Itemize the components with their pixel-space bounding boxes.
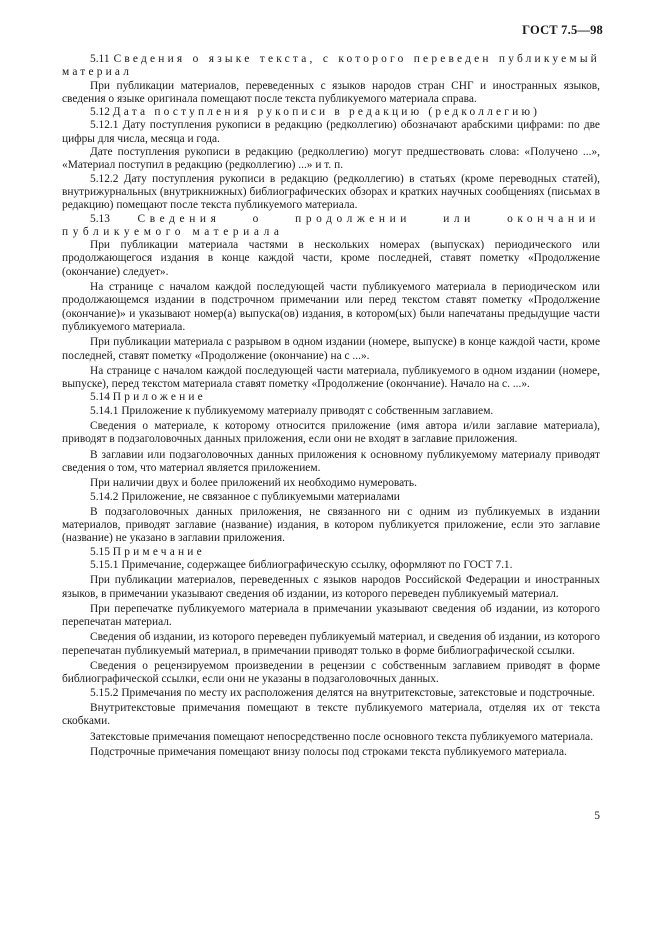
paragraph: 5.14.2 Приложение, не связанное с публикуемыми материалами [90, 490, 400, 503]
paragraph: Внутритекстовые примечания помещают в тексте публикуемого материала, отделяя их от текста скобками. [62, 701, 600, 728]
paragraph: При перепечатке публикуемого материала в примечании указывают сведения об издании, из которого перепечатан материал. [62, 602, 600, 629]
paragraph: Сведения о материале, к которому относится приложение (имя автора и/или заглавие материала), приводят в подзаголовочных данных приложения, если они не входят в заглавие приложения. [62, 420, 600, 446]
section-title: Дата поступления рукописи в редакцию (редколлегию) [112, 106, 541, 119]
section-heading-5-12 [62, 106, 600, 119]
section-heading-5-14 [62, 391, 600, 404]
paragraph: Дате поступления рукописи в редакцию (редколлегию) могут предшествовать слова: «Получено ...», «Материал поступил в редакцию (редколлегию) ...» и т. п. [62, 146, 600, 172]
section-number: 5.14 [90, 391, 110, 404]
paragraph: При публикации материала с разрывом в одном издании (номере, выпуске) в конце каждой части, кроме последней, ставят пометку «Продолжение (окончание) на с ...». [62, 336, 600, 362]
paragraph: Сведения об издании, из которого переведен публикуемый материал, и сведения об издании, из которого перепечатан публикуемый материал, в примечании приводят только в форме библиографической ссылки. [62, 631, 600, 657]
document-body [62, 53, 600, 759]
paragraph: В заглавии или подзаголовочных данных приложения к основному публикуемому материалу приводят сведения о том, что материал является приложением. [62, 448, 600, 474]
paragraph: Затекстовые примечания помещают непосредственно после основного текста публикуемого материала. [90, 730, 594, 743]
page-number: 5 [594, 810, 600, 822]
paragraph: Подстрочные примечания помещают внизу полосы под строками текста публикуемого материала. [90, 745, 567, 758]
paragraph: При публикации материалов, переведенных с языков народов стран СНГ и иностранных языков, сведения о языке оригинала помещают после текста публикуемого материала справа. [62, 79, 600, 105]
paragraph: При публикации материалов, переведенных с языков народов Российской Федерации и иностранных языков, в примечании указывают сведения об издании, из которого переведен публикуемый материал. [62, 574, 600, 600]
section-number: 5.11 [90, 53, 110, 65]
paragraph: 5.15.1 Примечание, содержащее библиографическую ссылку, оформляют по ГОСТ 7.1. [90, 558, 513, 571]
paragraph: 5.14.1 Приложение к публикуемому материалу приводят с собственным заглавием. [90, 404, 494, 417]
section-title: Примечание [112, 545, 205, 558]
section-heading-5-15 [62, 546, 600, 559]
section-number: 5.13 [90, 212, 110, 225]
paragraph: 5.12.1 Дату поступления рукописи в редакцию (редколлегию) обозначают арабскими цифрами: по две цифры для числа, месяца и года. [62, 119, 600, 145]
section-heading-5-11 [62, 53, 600, 80]
standard-code-header: ГОСТ 7.5—98 [522, 23, 603, 37]
paragraph: 5.12.2 Дату поступления рукописи в редакцию (редколлегию) в статьях (кроме переводных статей), внутрижурнальных (внутрикнижных) библиографических обзорах и кратких научных сообщениях (письмах в редакцию) помещают после текста публикуемого материала. [62, 172, 600, 212]
paragraph: При наличии двух и более приложений их необходимо нумеровать. [90, 477, 417, 490]
section-title: Сведения о языке текста, с которого переведен публикуемый материал [62, 53, 600, 79]
paragraph: На странице с началом каждой последующей части публикуемого материала в периодическом или продолжающемся издании в подстрочном примечании или перед текстом ставят пометку «Продолжение (окончание)» и указывают номер(а) выпуска(ов) издания, в котором(ых) были напечатаны предыдущие части публикуемого материала. [62, 281, 600, 333]
paragraph: Сведения о рецензируемом произведении в рецензии с собственным заглавием приводят в форме библиографической ссылки, если они не указаны в подзаголовочных данных. [62, 660, 600, 686]
section-number: 5.12 [90, 106, 110, 119]
section-title: Сведения о продолжении или окончании публикуемого материала [62, 212, 600, 238]
paragraph: При публикации материала частями в нескольких номерах (выпусках) периодического или продолжающегося издания в конце каждой части, кроме последней, ставят пометку «Продолжение (окончание) следует». [62, 239, 600, 278]
paragraph: 5.15.2 Примечания по месту их расположения делятся на внутритекстовые, затекстовые и подстрочные. [90, 686, 595, 699]
section-heading-5-13 [62, 213, 600, 240]
paragraph: В подзаголовочных данных приложения, не связанного ни с одним из публикуемых в издании материалов, приводят заглавие (название) издания, в котором публикуется приложение, если это заглавие (название) не указано в заглавии приложения. [62, 505, 600, 545]
paragraph: На странице с началом каждой последующей части материала, публикуемого в одном издании (номере, выпуске), перед текстом материала ставят пометку «Продолжение (окончание). Начало на с. ...». [62, 364, 600, 391]
section-number: 5.15 [90, 545, 110, 558]
section-title: Приложение [112, 391, 206, 404]
